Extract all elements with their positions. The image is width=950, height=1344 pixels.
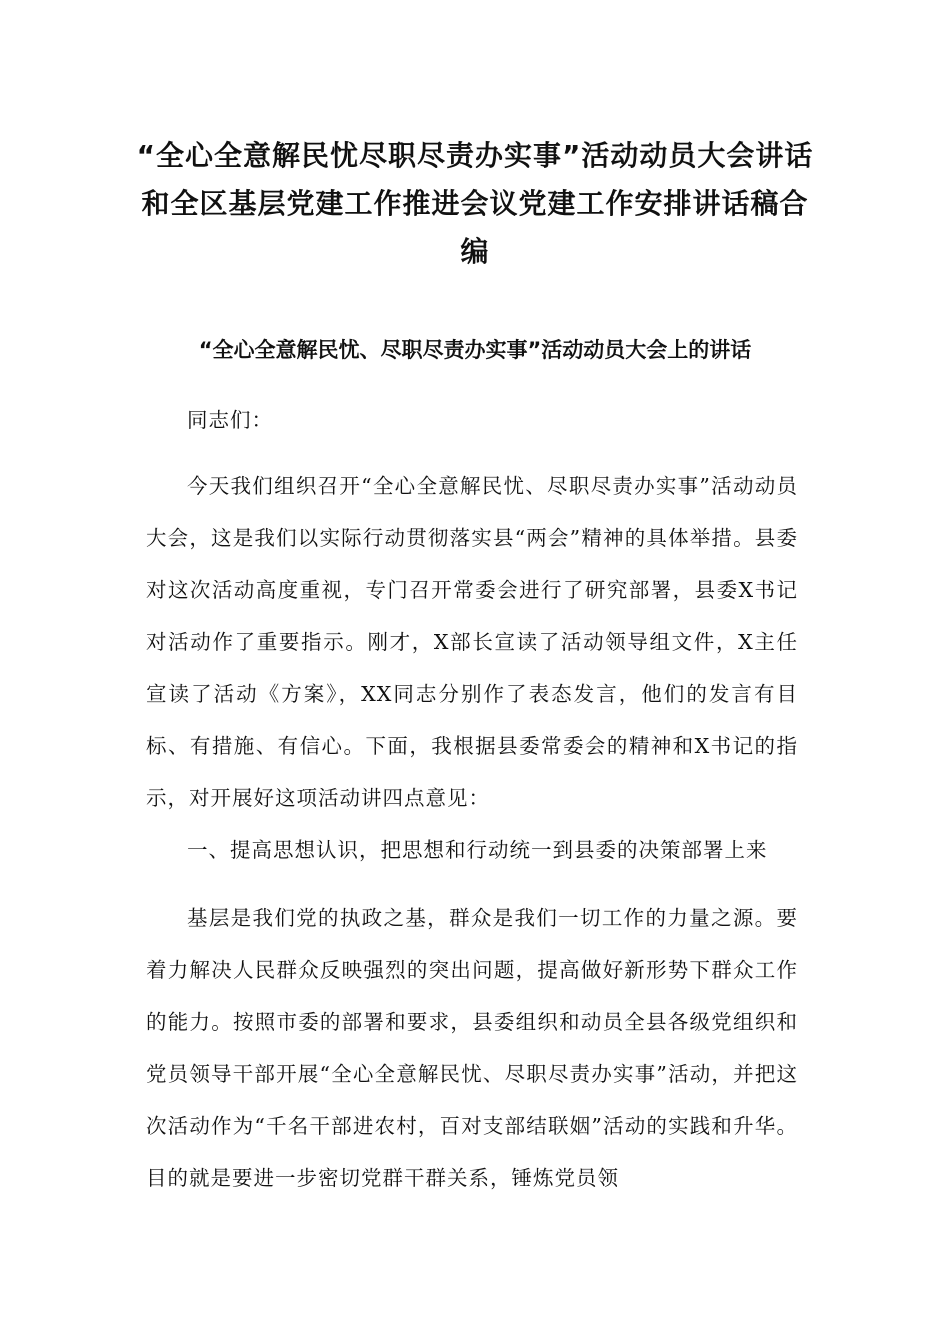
body-paragraph: 基层是我们党的执政之基，群众是我们一切工作的力量之源。要着力解决人民群众反映强烈的突出问题，提高做好新形势下群众工作的能力。按照市委的部署和要求，县委组织和动员全县各级党组织和党员领导干部开展“全心全意解民忧、尽职尽责办实事”活动，并把这次活动作为“千名干部进农村，百对支部结联姻”活动的实践和升华。目的就是要进一步密切党群干群关系，锤炼党员领 <box>146 906 798 1190</box>
body-paragraph: 今天我们组织召开“全心全意解民忧、尽职尽责办实事”活动动员大会，这是我们以实际行动贯彻落实县“两会”精神的具体举措。县委对这次活动高度重视，专门召开常委会进行了研究部署，县委X书记对活动作了重要指示。刚才，X部长宣读了活动领导组文件，X主任宣读了活动《方案》，XX同志分别作了表态发言，他们的发言有目标、有措施、有信心。下面，我根据县委常委会的精神和X书记的指示，对开展好这项活动讲四点意见： <box>146 474 798 810</box>
speech-title: “全心全意解民忧、尽职尽责办实事”活动动员大会上的讲话 <box>198 338 752 362</box>
document-title: “全心全意解民忧尽职尽责办实事”活动动员大会讲话和全区基层党建工作推进会议党建工作安排讲话稿合编 <box>136 139 814 268</box>
salutation: 同志们： <box>187 408 273 432</box>
section-heading: 一、提高思想认识，把思想和行动统一到县委的决策部署上来 <box>187 838 768 862</box>
